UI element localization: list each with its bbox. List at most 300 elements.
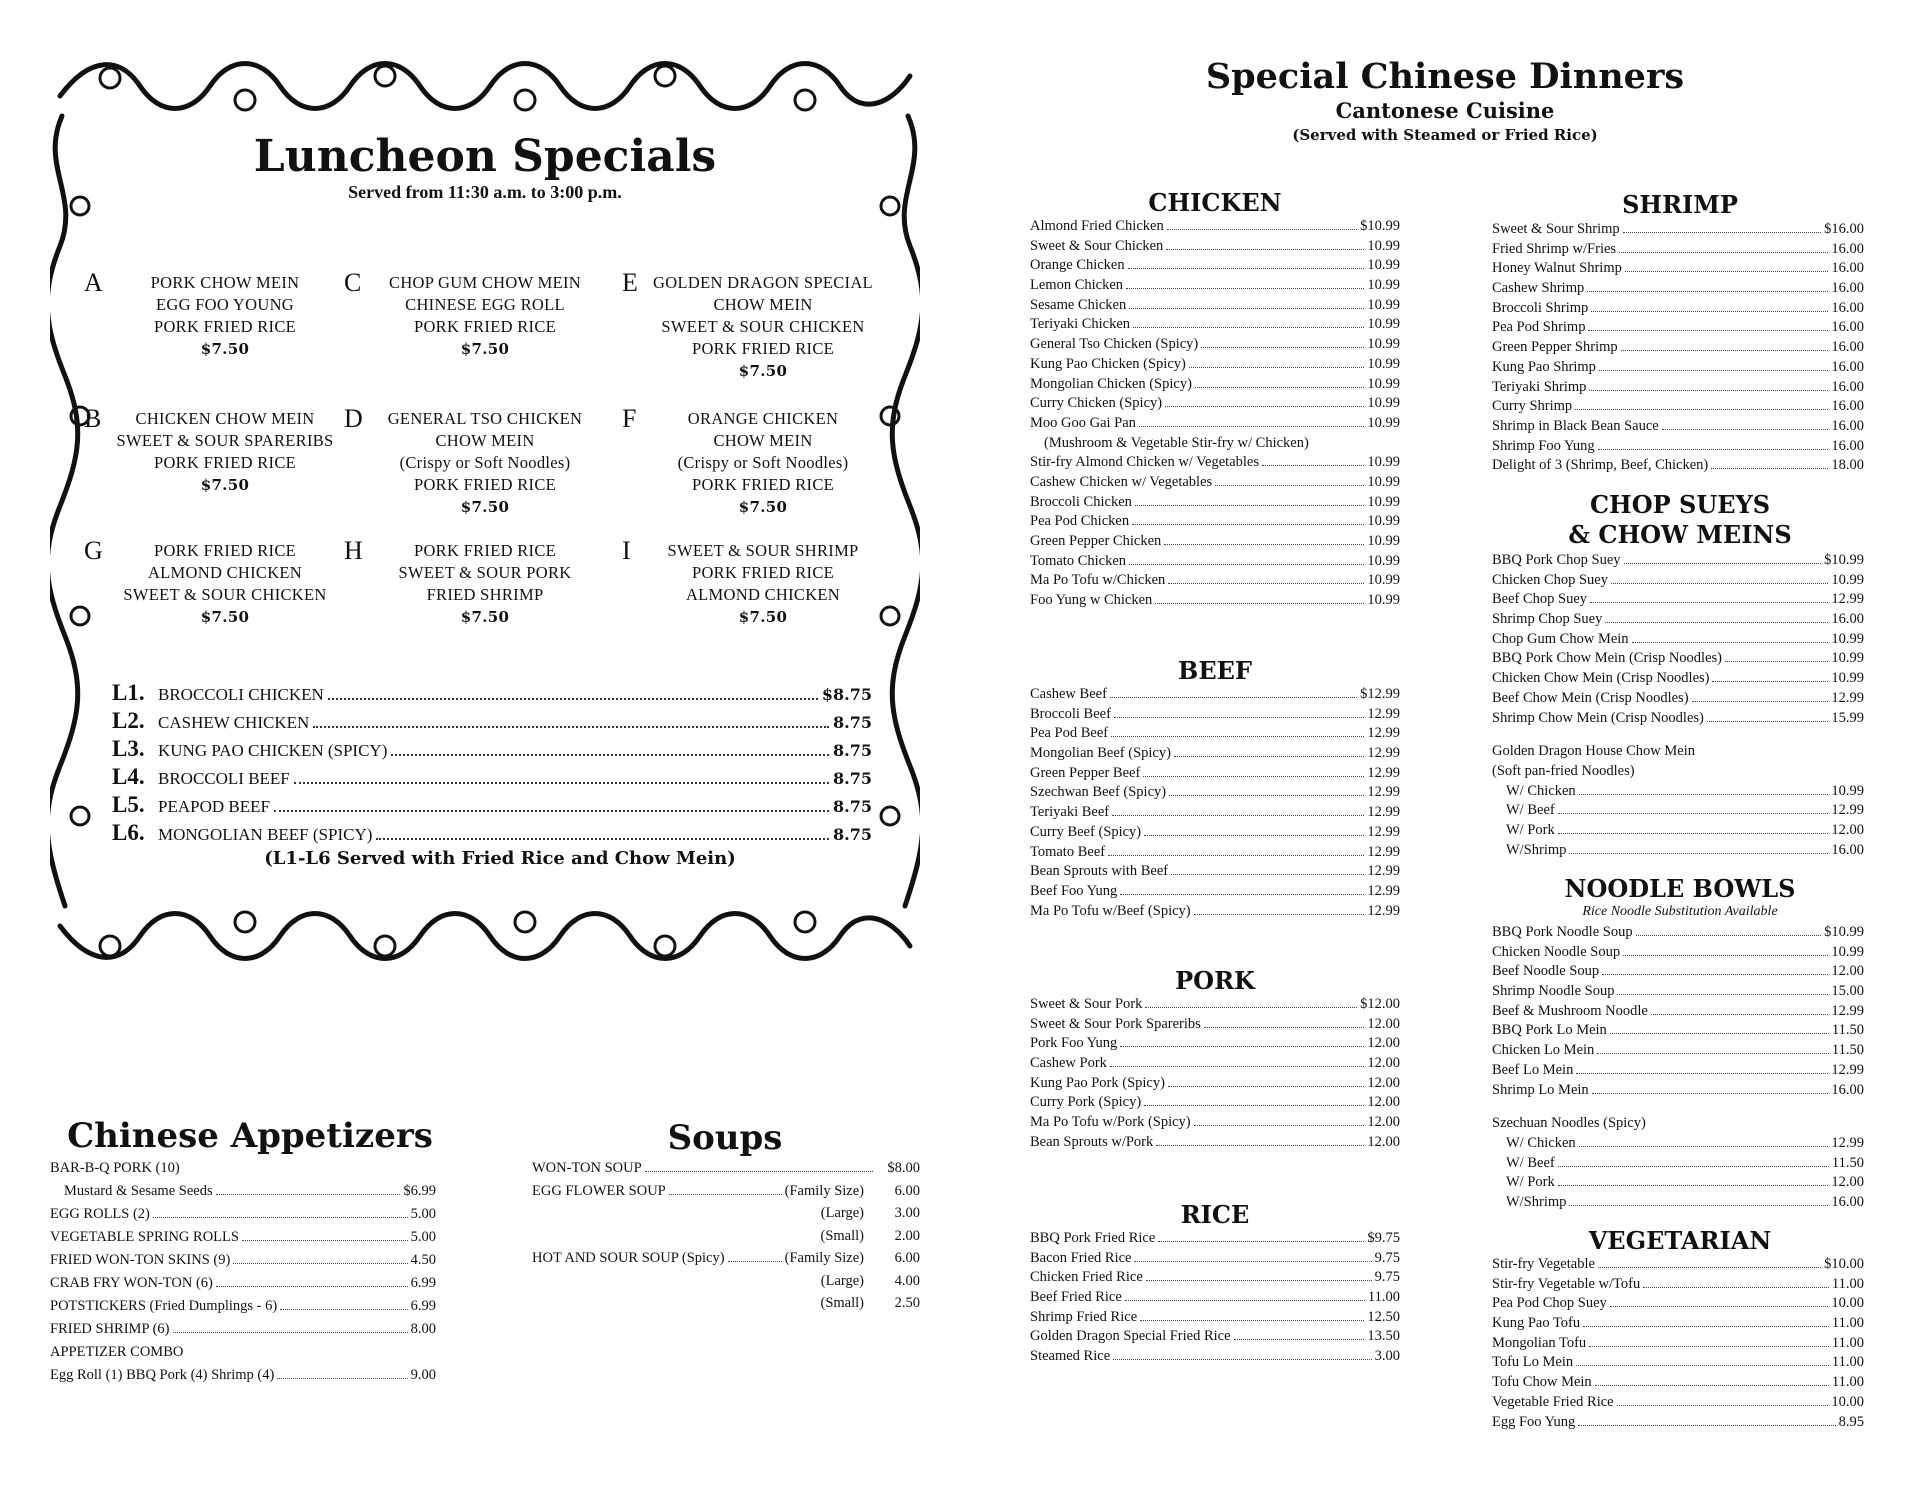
item-name: Moo Goo Gai Pan: [1030, 414, 1136, 431]
leader-dots: [1194, 1125, 1365, 1126]
item-name: Egg Roll (1) BBQ Pork (4) Shrimp (4): [50, 1367, 275, 1383]
item-name: Shrimp Chow Mein (Crisp Noodles): [1492, 709, 1704, 726]
item-price: 12.99: [1367, 705, 1400, 722]
combo-price: $7.50: [460, 498, 510, 516]
combo-line: CHOP GUM CHOW MEIN: [389, 273, 581, 292]
dinners-subtitle: Cantonese Cuisine: [1335, 98, 1555, 123]
leader-dots: [1126, 288, 1364, 289]
item-price: 6.99: [410, 1298, 436, 1314]
menu-item: [50, 1275, 436, 1298]
menu-item: [1492, 221, 1864, 241]
combo-line: PORK FRIED RICE: [413, 317, 557, 336]
item-name: Chicken Lo Mein: [1492, 1042, 1595, 1059]
combo-line: CHOW MEIN: [435, 431, 535, 450]
menu-item: [1492, 1082, 1864, 1102]
menu-item: [1030, 218, 1400, 238]
combo-letter: A: [84, 268, 104, 297]
item-name: W/Shrimp: [1506, 841, 1567, 858]
combo-price: $7.50: [738, 362, 788, 380]
item-name: Cashew Chicken w/ Vegetables: [1030, 473, 1213, 490]
item-price: 10.99: [1367, 336, 1400, 353]
menu-item: [1492, 319, 1864, 339]
item-name: Stir-fry Vegetable: [1492, 1256, 1595, 1272]
item-price: 11.00: [1831, 1275, 1864, 1292]
item-name: Green Pepper Beef: [1030, 764, 1141, 781]
leader-dots: [1166, 249, 1364, 250]
soup-price: 6.00: [894, 1182, 920, 1199]
item-name: Green Pepper Chicken: [1030, 533, 1162, 549]
item-name: Teriyaki Chicken: [1030, 316, 1131, 333]
vegetarian-list: [1492, 1256, 1864, 1433]
item-name: BBQ Pork Noodle Soup: [1492, 924, 1633, 940]
leader-dots: [1588, 330, 1828, 331]
item-price: 11.50: [1831, 1042, 1864, 1059]
leader-dots: [728, 1261, 782, 1262]
item-price: 12.00: [1367, 1114, 1400, 1131]
leader-dots: [1234, 1339, 1365, 1340]
l-code: L1.: [112, 680, 145, 705]
item-price: 12.99: [1367, 863, 1400, 880]
leader-dots: [1169, 795, 1364, 796]
combo-d: [344, 404, 620, 518]
menu-item: [1492, 1155, 1864, 1175]
menu-item: [1492, 1042, 1864, 1062]
item-name: Shrimp Chop Suey: [1492, 611, 1603, 628]
menu-item: [1492, 783, 1864, 803]
menu-item: [1030, 454, 1400, 474]
soup-row: [532, 1228, 920, 1251]
leader-dots: [1125, 1300, 1365, 1301]
item-price: 16.00: [1831, 1081, 1864, 1098]
beef-heading: BEEF: [1178, 656, 1252, 685]
menu-item: [1030, 784, 1400, 804]
leader-dots: [1576, 1073, 1828, 1074]
menu-item: [50, 1298, 436, 1321]
item-name: Bacon Fried Rice: [1030, 1249, 1132, 1266]
item-price: 10.99: [1367, 493, 1400, 510]
combo-line: CHINESE EGG ROLL: [405, 295, 565, 314]
leader-dots: [1583, 1326, 1829, 1327]
leader-dots: [1112, 815, 1364, 816]
item-price: 12.00: [1831, 963, 1864, 980]
item-price: 10.99: [1367, 395, 1400, 412]
item-name: FRIED WON-TON SKINS (9): [50, 1252, 231, 1268]
appetizers-title: Chinese Appetizers: [67, 1116, 433, 1156]
l-specials-list: [112, 680, 872, 848]
item-price: 10.99: [1831, 670, 1864, 687]
item-name: Bean Sprouts w/Pork: [1030, 1133, 1154, 1150]
combo-line: PORK FRIED RICE: [153, 317, 297, 336]
leader-dots: [1579, 1146, 1829, 1147]
menu-item: [1492, 1335, 1864, 1355]
leader-dots: [1558, 1166, 1829, 1167]
combo-line: FRIED SHRIMP: [426, 585, 544, 604]
item-name: Teriyaki Shrimp: [1492, 378, 1587, 395]
l-code: L3.: [112, 736, 145, 761]
item-name: Chicken Noodle Soup: [1492, 943, 1621, 960]
l-name: BROCCOLI BEEF: [158, 769, 290, 788]
menu-item: [1492, 1194, 1864, 1214]
item-price: 15.00: [1831, 983, 1864, 1000]
menu-item: [1030, 592, 1400, 612]
soup-row: [532, 1295, 920, 1318]
leader-dots: [1725, 661, 1828, 662]
l-item-row: [112, 764, 872, 792]
menu-item: [1030, 1055, 1400, 1075]
item-price: 12.99: [1367, 725, 1400, 742]
item-price: 12.99: [1367, 764, 1400, 781]
menu-item: [1492, 1135, 1864, 1155]
menu-item: [1030, 553, 1400, 573]
leader-dots: [280, 1309, 407, 1310]
item-price: $10.99: [1360, 218, 1400, 234]
combo-line: PORK FRIED RICE: [153, 541, 297, 560]
leader-dots: [1592, 1093, 1829, 1094]
leader-dots: [1558, 1185, 1829, 1186]
item-name: Sesame Chicken: [1030, 296, 1127, 313]
item-price: 10.99: [1831, 782, 1864, 799]
menu-item: [1030, 336, 1400, 356]
item-name: Curry Shrimp: [1492, 398, 1573, 415]
leader-dots: [1558, 813, 1829, 814]
item-name: Sweet & Sour Chicken: [1030, 237, 1164, 254]
item-name: Shrimp Noodle Soup: [1492, 983, 1615, 1000]
rice-heading: RICE: [1180, 1200, 1250, 1229]
combo-line: PORK FRIED RICE: [691, 563, 835, 582]
pork-list: [1030, 996, 1400, 1154]
soup-price: 2.00: [894, 1227, 920, 1244]
leader-dots: [1215, 485, 1364, 486]
item-name: Curry Pork (Spicy): [1030, 1094, 1142, 1111]
item-price: 9.75: [1374, 1249, 1400, 1266]
menu-item: [1492, 418, 1864, 438]
item-name: POTSTICKERS (Fried Dumplings - 6): [50, 1298, 278, 1314]
menu-item: [1492, 650, 1864, 670]
menu-item: [1030, 863, 1400, 883]
item-name: Shrimp Lo Mein: [1492, 1081, 1589, 1098]
menu-item: [1492, 1003, 1864, 1023]
item-price: 12.99: [1831, 802, 1864, 819]
item-price: 8.95: [1838, 1413, 1864, 1430]
leader-dots: [1712, 681, 1828, 682]
item-name: Egg Foo Yung: [1492, 1413, 1576, 1430]
menu-item: [1492, 1394, 1864, 1414]
menu-item: [1492, 983, 1864, 1003]
item-name: Tofu Lo Mein: [1492, 1354, 1574, 1371]
menu-item: [1030, 1230, 1400, 1250]
leader-dots: [1110, 697, 1357, 698]
leader-dots: [1155, 603, 1364, 604]
item-price: 8.00: [410, 1321, 436, 1337]
menu-item: [1492, 379, 1864, 399]
leader-dots: [1111, 736, 1364, 737]
chicken-heading: CHICKEN: [1148, 188, 1282, 217]
combo-line: SWEET & SOUR SPARERIBS: [116, 431, 334, 450]
item-name: Pea Pod Chicken: [1030, 513, 1130, 530]
leader-dots: [1625, 271, 1829, 272]
l-code: L5.: [112, 792, 145, 817]
item-price: $16.00: [1824, 221, 1864, 237]
item-name: Chicken Chow Mein (Crisp Noodles): [1492, 670, 1710, 687]
menu-item: [1030, 903, 1400, 923]
appetizers-list: [50, 1160, 436, 1390]
menu-item: [1492, 924, 1864, 944]
menu-item: [1492, 1062, 1864, 1082]
item-name: W/ Beef: [1506, 802, 1555, 819]
menu-item: [1492, 241, 1864, 261]
item-name: Honey Walnut Shrimp: [1492, 260, 1622, 277]
menu-item: [1492, 1315, 1864, 1335]
menu-item: [1492, 1174, 1864, 1194]
leader-dots: [1146, 1280, 1372, 1281]
rice-list: [1030, 1230, 1400, 1368]
item-name: Kung Pao Tofu: [1492, 1315, 1581, 1332]
menu-item: [1030, 765, 1400, 785]
soups-list: [532, 1160, 920, 1318]
item-price: 12.99: [1367, 843, 1400, 860]
leader-dots: [1132, 524, 1364, 525]
item-name: W/ Pork: [1506, 1174, 1555, 1191]
l-item-row: [112, 736, 872, 764]
item-price: 16.00: [1831, 437, 1864, 454]
menu-item: [1030, 844, 1400, 864]
item-name: Green Pepper Shrimp: [1492, 339, 1618, 356]
item-price: 12.00: [1831, 821, 1864, 838]
item-name: Lemon Chicken: [1030, 277, 1124, 294]
leader-dots: [1143, 776, 1364, 777]
l-price: 8.75: [833, 769, 872, 788]
leader-dots: [1611, 583, 1828, 584]
l-name: CASHEW CHICKEN: [158, 713, 310, 732]
item-name: Broccoli Chicken: [1030, 493, 1132, 510]
item-price: $10.00: [1824, 1256, 1864, 1272]
leader-dots: [1624, 563, 1822, 564]
item-price: 12.99: [1831, 1002, 1864, 1019]
leader-dots: [1204, 1027, 1365, 1028]
leader-dots: [1168, 583, 1364, 584]
item-name: FRIED SHRIMP (6): [50, 1321, 170, 1337]
soup-row: [532, 1205, 920, 1228]
leader-dots: [1578, 1425, 1835, 1426]
l-item-row: [112, 708, 872, 736]
l-item-row: [112, 820, 872, 848]
menu-item: [1492, 1354, 1864, 1374]
menu-item: [1492, 572, 1864, 592]
leader-dots: [1135, 505, 1364, 506]
menu-item: [1492, 1414, 1864, 1434]
leader-dots: [1591, 311, 1828, 312]
leader-dots: [1599, 370, 1828, 371]
soup-price: 4.00: [894, 1272, 920, 1289]
leader-dots: [1597, 1053, 1829, 1054]
combo-line: PORK FRIED RICE: [691, 475, 835, 494]
item-name: Kung Pao Chicken (Spicy): [1030, 355, 1186, 372]
soup-row: [532, 1273, 920, 1296]
soups-title: Soups: [667, 1118, 783, 1158]
noodle-bowls-list: [1492, 924, 1864, 1214]
item-price: 10.99: [1367, 237, 1400, 254]
combo-line: SWEET & SOUR CHICKEN: [661, 317, 865, 336]
item-price: 12.00: [1367, 1074, 1400, 1091]
leader-dots: [1120, 1046, 1364, 1047]
item-price: 11.50: [1831, 1022, 1864, 1039]
item-price: 16.00: [1831, 358, 1864, 375]
item-name: Mongolian Chicken (Spicy): [1030, 375, 1192, 392]
menu-item: [1492, 552, 1864, 572]
item-name: Golden Dragon Special Fried Rice: [1030, 1328, 1231, 1345]
combo-h: [344, 536, 620, 628]
item-price: 10.99: [1367, 592, 1400, 609]
item-price: 12.99: [1367, 804, 1400, 821]
item-price: 18.00: [1831, 457, 1864, 474]
leader-dots: [1619, 252, 1828, 253]
item-price: 11.00: [1831, 1374, 1864, 1391]
shrimp-heading: SHRIMP: [1622, 190, 1738, 219]
combo-letter: C: [344, 268, 362, 297]
noodle-bowls-note: Rice Noodle Substitution Available: [1582, 904, 1778, 919]
leader-dots: [1174, 756, 1364, 757]
item-name: Shrimp Fried Rice: [1030, 1308, 1138, 1325]
menu-item: [1030, 745, 1400, 765]
item-price: 16.00: [1831, 841, 1864, 858]
item-name: Sweet & Sour Pork: [1030, 996, 1143, 1012]
leader-dots: [1598, 449, 1829, 450]
menu-item: [1030, 513, 1400, 533]
l-price: 8.75: [833, 741, 872, 760]
l-price: 8.75: [833, 825, 872, 844]
menu-item: [1030, 996, 1400, 1016]
menu-item: [1030, 824, 1400, 844]
shrimp-list: [1492, 221, 1864, 477]
soup-size: (Small): [820, 1227, 864, 1244]
menu-item: [1492, 457, 1864, 477]
item-name: Beef Lo Mein: [1492, 1061, 1574, 1078]
combo-g: [84, 536, 360, 628]
leader-dots: [1579, 794, 1829, 795]
leader-dots: [1110, 1066, 1364, 1067]
item-name: Broccoli Beef: [1030, 705, 1111, 722]
leader-dots: [1158, 1241, 1364, 1242]
l-name: KUNG PAO CHICKEN (SPICY): [158, 741, 388, 760]
menu-subheading: Szechuan Noodles (Spicy): [1492, 1115, 1646, 1132]
leader-dots: [1144, 1105, 1364, 1106]
menu-subheading: APPETIZER COMBO: [50, 1344, 184, 1360]
item-price: 11.50: [1831, 1154, 1864, 1171]
noodle-bowls-heading: NOODLE BOWLS: [1564, 874, 1796, 903]
luncheon-subtitle: Served from 11:30 a.m. to 3:00 p.m.: [348, 182, 622, 202]
item-price: 10.99: [1367, 375, 1400, 392]
soup-price: 2.50: [894, 1295, 920, 1311]
item-price: 16.00: [1831, 378, 1864, 395]
item-name: W/ Chicken: [1506, 782, 1576, 799]
leader-dots: [1558, 833, 1829, 834]
soup-size: (Family Size): [784, 1182, 864, 1199]
leader-dots: [1651, 1014, 1829, 1015]
combo-line: GENERAL TSO CHICKEN: [387, 409, 583, 428]
soup-row: [532, 1250, 920, 1273]
leader-dots: [1165, 406, 1364, 407]
item-name: Delight of 3 (Shrimp, Beef, Chicken): [1492, 457, 1709, 474]
combo-line: PORK FRIED RICE: [691, 339, 835, 358]
leader-dots: [1610, 1033, 1829, 1034]
leader-dots: [1595, 1385, 1829, 1386]
menu-item: [1030, 356, 1400, 376]
item-price: 12.50: [1367, 1308, 1400, 1325]
leader-dots: [1262, 465, 1364, 466]
menu-item: [1030, 1016, 1400, 1036]
item-name: Curry Chicken (Spicy): [1030, 395, 1163, 412]
item-price: 12.00: [1367, 1015, 1400, 1032]
spacer: [1492, 1101, 1864, 1115]
l-item-row: [112, 680, 872, 708]
leader-dots: [1587, 291, 1828, 292]
menu-item: [50, 1229, 436, 1252]
leader-dots: [1576, 1365, 1829, 1366]
l-name: PEAPOD BEEF: [158, 797, 270, 816]
l-items-note: (L1-L6 Served with Fried Rice and Chow Mein): [264, 848, 736, 869]
leader-dots: [1569, 1205, 1828, 1206]
item-price: 4.50: [410, 1252, 436, 1268]
item-price: $9.75: [1367, 1230, 1400, 1246]
item-price: 5.00: [410, 1229, 436, 1245]
soup-price: 3.00: [894, 1205, 920, 1221]
menu-item: [1030, 238, 1400, 258]
item-price: 16.00: [1831, 339, 1864, 356]
item-price: 12.00: [1831, 1174, 1864, 1191]
item-name: Beef Fried Rice: [1030, 1289, 1122, 1306]
luncheon-title: Luncheon Specials: [253, 131, 717, 182]
vegetarian-heading: VEGETARIAN: [1588, 1226, 1772, 1255]
combo-letter: G: [84, 536, 104, 565]
soup-price: 6.00: [894, 1250, 920, 1266]
l-code: L6.: [112, 820, 145, 845]
item-price: 12.99: [1831, 1134, 1864, 1151]
item-name: Beef & Mushroom Noodle: [1492, 1002, 1648, 1019]
item-name: Shrimp Foo Yung: [1492, 437, 1595, 454]
menu-item: [1030, 1348, 1400, 1368]
combo-line: ORANGE CHICKEN: [687, 409, 839, 428]
menu-item: [1492, 1276, 1864, 1296]
item-name: BBQ Pork Lo Mein: [1492, 1022, 1607, 1039]
menu-item: [1492, 944, 1864, 964]
item-name: Fried Shrimp w/Fries: [1492, 240, 1617, 257]
leader-dots: [1617, 1405, 1829, 1406]
l-price: 8.75: [833, 713, 872, 732]
item-price: 11.00: [1831, 1315, 1864, 1332]
item-name: Beef Foo Yung: [1030, 882, 1118, 899]
menu-subheading: Golden Dragon House Chow Mein: [1492, 743, 1695, 760]
leader-dots: [1590, 602, 1828, 603]
combo-price: $7.50: [738, 608, 788, 626]
menu-item: [1030, 1134, 1400, 1154]
leader-dots: [1134, 1261, 1371, 1262]
item-price: $10.99: [1824, 924, 1864, 940]
item-name: EGG ROLLS (2): [50, 1206, 150, 1222]
soup-row: [532, 1160, 920, 1183]
item-name: Tomato Chicken: [1030, 552, 1127, 569]
combo-e: [622, 268, 898, 382]
combo-line: SWEET & SOUR CHICKEN: [123, 585, 327, 604]
menu-item: [1030, 1289, 1400, 1309]
leader-dots: [1575, 409, 1828, 410]
item-name: Mongolian Beef (Spicy): [1030, 745, 1171, 762]
dinners-note: (Served with Steamed or Fried Rice): [1292, 126, 1598, 144]
combo-line: PORK FRIED RICE: [413, 475, 557, 494]
item-name: BBQ Pork Chop Suey: [1492, 552, 1621, 568]
menu-item: [1492, 1256, 1864, 1276]
menu-item: [1492, 300, 1864, 320]
item-price: 10.99: [1831, 943, 1864, 960]
